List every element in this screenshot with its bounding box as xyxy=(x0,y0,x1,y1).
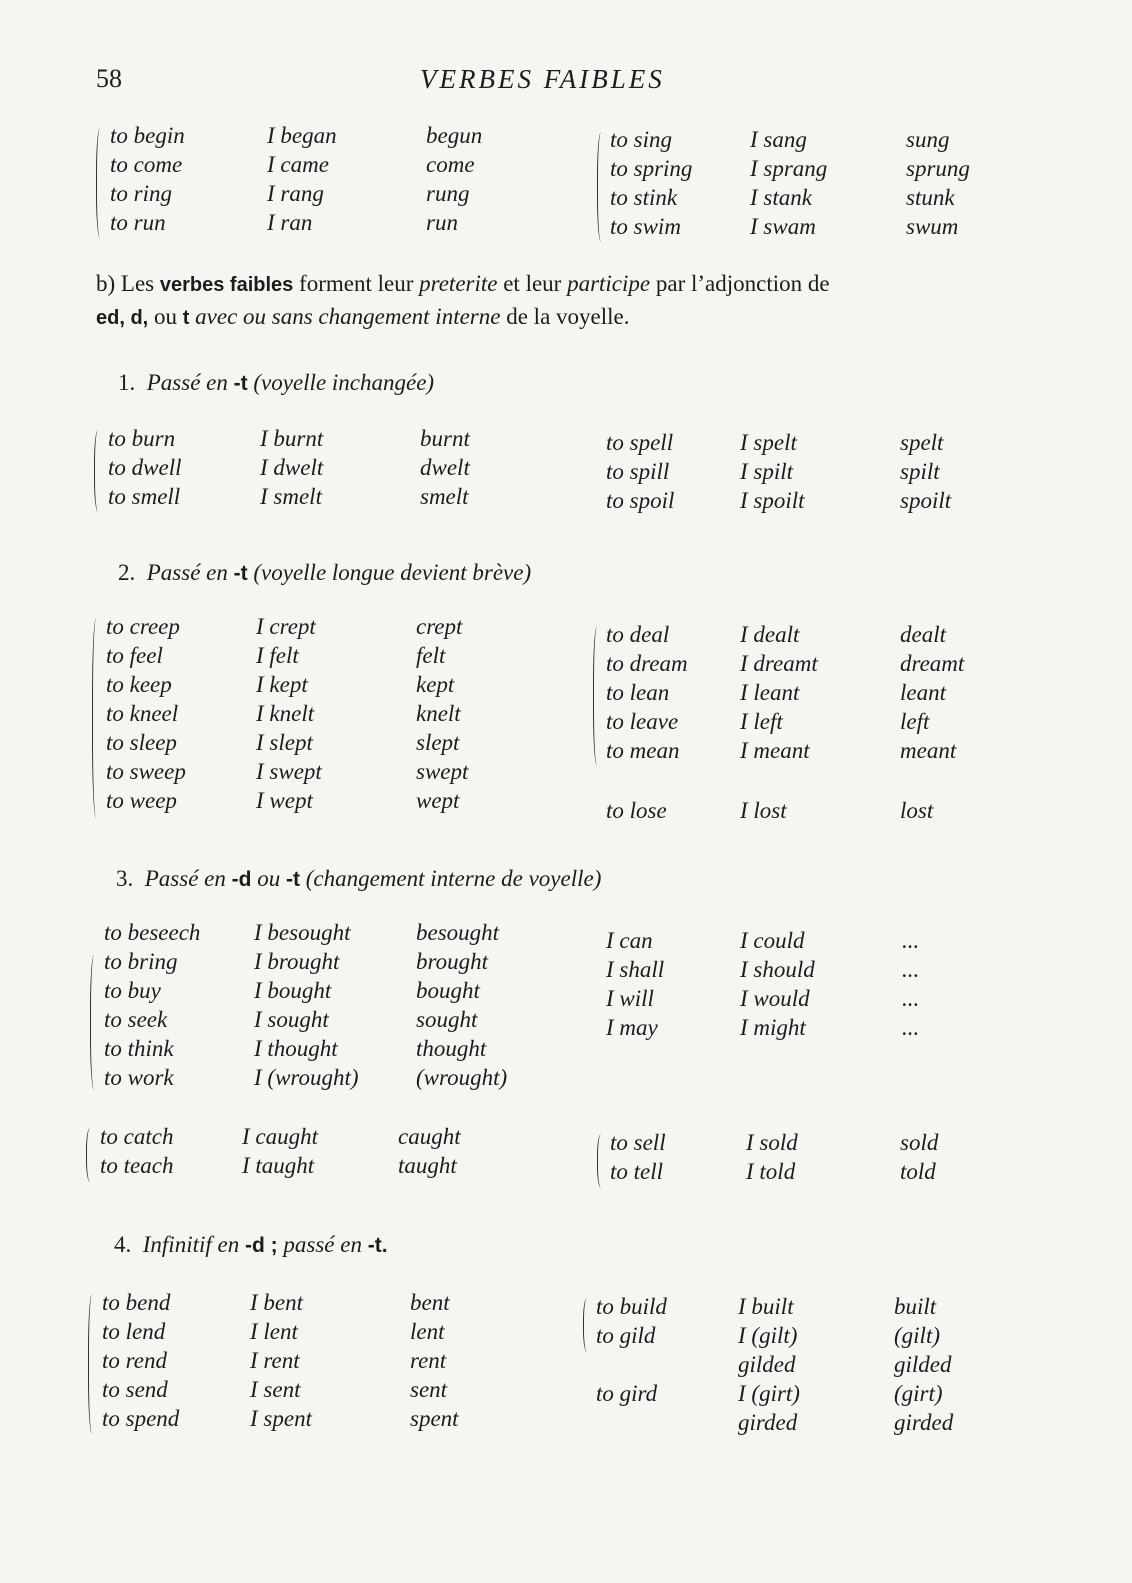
preterite: I spilt xyxy=(740,459,794,484)
infinitive: to begin xyxy=(110,123,185,148)
participle: sung xyxy=(906,127,950,152)
participle: ... xyxy=(902,957,920,982)
participle: spent xyxy=(410,1406,459,1431)
participle: (gilt) xyxy=(894,1323,940,1348)
participle: spilt xyxy=(900,459,940,484)
participle: slept xyxy=(416,730,460,755)
participle: smelt xyxy=(420,484,469,509)
infinitive: to swim xyxy=(610,214,681,239)
infinitive: I may xyxy=(606,1015,658,1040)
infinitive: to teach xyxy=(100,1153,174,1178)
infinitive: to stink xyxy=(610,185,678,210)
participle: sold xyxy=(900,1130,939,1155)
preterite: I spelt xyxy=(740,430,797,455)
page-number: 58 xyxy=(96,64,122,93)
participle: caught xyxy=(398,1124,461,1149)
participle: bent xyxy=(410,1290,450,1315)
participle: knelt xyxy=(416,701,461,726)
infinitive: to build xyxy=(596,1294,667,1319)
participle: felt xyxy=(416,643,446,668)
participle: rent xyxy=(410,1348,447,1373)
preterite: I caught xyxy=(242,1124,319,1149)
participle: taught xyxy=(398,1153,457,1178)
infinitive: to sweep xyxy=(106,759,186,784)
brace xyxy=(583,1298,593,1352)
preterite: I brought xyxy=(254,949,340,974)
preterite: I could xyxy=(740,928,805,953)
infinitive: to gild xyxy=(596,1323,656,1348)
preterite: I sought xyxy=(254,1007,329,1032)
preterite: I lost xyxy=(740,798,787,823)
participle: ... xyxy=(902,928,920,953)
brace xyxy=(86,1128,96,1182)
infinitive: to smell xyxy=(108,484,181,509)
infinitive: to catch xyxy=(100,1124,174,1149)
infinitive: to tell xyxy=(610,1159,664,1184)
participle: thought xyxy=(416,1036,487,1061)
infinitive: to send xyxy=(102,1377,168,1402)
preterite: I spent xyxy=(250,1406,312,1431)
infinitive: to beseech xyxy=(104,920,201,945)
infinitive: to feel xyxy=(106,643,163,668)
infinitive: to work xyxy=(104,1065,174,1090)
participle: (wrought) xyxy=(416,1065,508,1090)
infinitive: to spring xyxy=(610,156,693,181)
preterite: I (wrought) xyxy=(254,1065,359,1090)
infinitive: to leave xyxy=(606,709,679,734)
infinitive: I will xyxy=(606,986,654,1011)
infinitive: to bend xyxy=(102,1290,171,1315)
participle: wept xyxy=(416,788,460,813)
preterite: I spoilt xyxy=(740,488,805,513)
preterite: gilded xyxy=(738,1352,796,1377)
preterite: I dwelt xyxy=(260,455,324,480)
participle: told xyxy=(900,1159,936,1184)
preterite: I knelt xyxy=(256,701,315,726)
infinitive: to bring xyxy=(104,949,178,974)
infinitive: to spell xyxy=(606,430,674,455)
preterite: I wept xyxy=(256,788,313,813)
preterite: I sold xyxy=(746,1130,798,1155)
participle: rung xyxy=(426,181,470,206)
participle: ... xyxy=(902,986,920,1011)
participle: run xyxy=(426,210,458,235)
preterite: I would xyxy=(740,986,810,1011)
participle: meant xyxy=(900,738,957,763)
preterite: I leant xyxy=(740,680,800,705)
infinitive: to sell xyxy=(610,1130,666,1155)
participle: leant xyxy=(900,680,946,705)
participle: left xyxy=(900,709,930,734)
infinitive: to spoil xyxy=(606,488,675,513)
preterite: I besought xyxy=(254,920,351,945)
brace xyxy=(96,128,106,238)
participle: girded xyxy=(894,1410,954,1435)
participle: begun xyxy=(426,123,483,148)
infinitive: to rend xyxy=(102,1348,167,1373)
participle: dwelt xyxy=(420,455,470,480)
preterite: I rent xyxy=(250,1348,300,1373)
preterite: I bought xyxy=(254,978,332,1003)
infinitive: to think xyxy=(104,1036,174,1061)
infinitive: to keep xyxy=(106,672,172,697)
participle: swum xyxy=(906,214,959,239)
preterite: I (gilt) xyxy=(738,1323,798,1348)
infinitive: to lose xyxy=(606,798,667,823)
infinitive: to deal xyxy=(606,622,670,647)
intro-paragraph: b) Les verbes faibles forment leur preterite et leur participe par l’adjonction de ed, d, ou t avec ou sans changement interne de la voyelle. xyxy=(96,271,830,329)
preterite: I sent xyxy=(250,1377,301,1402)
preterite: I ran xyxy=(267,210,313,235)
infinitive: to burn xyxy=(108,426,176,451)
preterite: I crept xyxy=(256,614,316,639)
preterite: I told xyxy=(746,1159,796,1184)
infinitive: I shall xyxy=(606,957,665,982)
preterite: I lent xyxy=(250,1319,298,1344)
preterite: I sprang xyxy=(750,156,828,181)
preterite: I rang xyxy=(267,181,324,206)
participle: dealt xyxy=(900,622,946,647)
preterite: I dreamt xyxy=(740,651,818,676)
running-title: VERBES FAIBLES xyxy=(420,64,665,94)
participle: lost xyxy=(900,798,934,823)
section-heading: 3. Passé en -d ou -t (changement interne de voyelle) xyxy=(116,866,602,891)
preterite: I stank xyxy=(750,185,812,210)
section-heading: 2. Passé en -t (voyelle longue devient brève) xyxy=(118,560,532,585)
participle: besought xyxy=(416,920,500,945)
participle: spoilt xyxy=(900,488,952,513)
participle: lent xyxy=(410,1319,445,1344)
participle: gilded xyxy=(894,1352,952,1377)
preterite: I smelt xyxy=(260,484,322,509)
participle: kept xyxy=(416,672,455,697)
participle: swept xyxy=(416,759,469,784)
infinitive: to sleep xyxy=(106,730,177,755)
infinitive: to spend xyxy=(102,1406,180,1431)
infinitive: to lean xyxy=(606,680,670,705)
participle: brought xyxy=(416,949,488,974)
preterite: I began xyxy=(267,123,337,148)
preterite: I slept xyxy=(256,730,313,755)
brace xyxy=(94,430,104,512)
brace xyxy=(593,626,603,766)
participle: stunk xyxy=(906,185,955,210)
participle: sought xyxy=(416,1007,478,1032)
brace xyxy=(88,1294,98,1434)
preterite: I burnt xyxy=(260,426,324,451)
infinitive: to dwell xyxy=(108,455,182,480)
infinitive: to ring xyxy=(110,181,172,206)
preterite: I (girt) xyxy=(738,1381,800,1406)
preterite: I felt xyxy=(256,643,299,668)
section-heading: 4. Infinitif en -d ; passé en -t. xyxy=(114,1232,388,1257)
preterite: I dealt xyxy=(740,622,800,647)
preterite: girded xyxy=(738,1410,798,1435)
infinitive: to run xyxy=(110,210,166,235)
participle: sent xyxy=(410,1377,448,1402)
participle: burnt xyxy=(420,426,470,451)
preterite: I swam xyxy=(750,214,816,239)
preterite: I should xyxy=(740,957,815,982)
preterite: I meant xyxy=(740,738,810,763)
participle: built xyxy=(894,1294,937,1319)
preterite: I left xyxy=(740,709,783,734)
infinitive: to lend xyxy=(102,1319,166,1344)
preterite: I built xyxy=(738,1294,794,1319)
participle: sprung xyxy=(906,156,970,181)
brace xyxy=(597,1134,607,1188)
preterite: I came xyxy=(267,152,329,177)
section-heading: 1. Passé en -t (voyelle inchangée) xyxy=(118,370,435,395)
preterite: I swept xyxy=(256,759,322,784)
brace xyxy=(90,955,100,1090)
infinitive: to weep xyxy=(106,788,177,813)
infinitive: to come xyxy=(110,152,183,177)
preterite: I bent xyxy=(250,1290,304,1315)
participle: (girt) xyxy=(894,1381,943,1406)
infinitive: to creep xyxy=(106,614,180,639)
preterite: I sang xyxy=(750,127,807,152)
brace xyxy=(92,618,102,818)
participle: come xyxy=(426,152,475,177)
infinitive: to seek xyxy=(104,1007,168,1032)
participle: dreamt xyxy=(900,651,965,676)
infinitive: to buy xyxy=(104,978,161,1003)
infinitive: to gird xyxy=(596,1381,658,1406)
participle: bought xyxy=(416,978,480,1003)
preterite: I might xyxy=(740,1015,806,1040)
infinitive: to mean xyxy=(606,738,680,763)
participle: crept xyxy=(416,614,463,639)
infinitive: to kneel xyxy=(106,701,179,726)
preterite: I taught xyxy=(242,1153,315,1178)
infinitive: to dream xyxy=(606,651,688,676)
participle: ... xyxy=(902,1015,920,1040)
participle: spelt xyxy=(900,430,944,455)
brace xyxy=(597,132,607,242)
preterite: I kept xyxy=(256,672,308,697)
infinitive: to sing xyxy=(610,127,672,152)
infinitive: I can xyxy=(606,928,653,953)
preterite: I thought xyxy=(254,1036,338,1061)
infinitive: to spill xyxy=(606,459,670,484)
